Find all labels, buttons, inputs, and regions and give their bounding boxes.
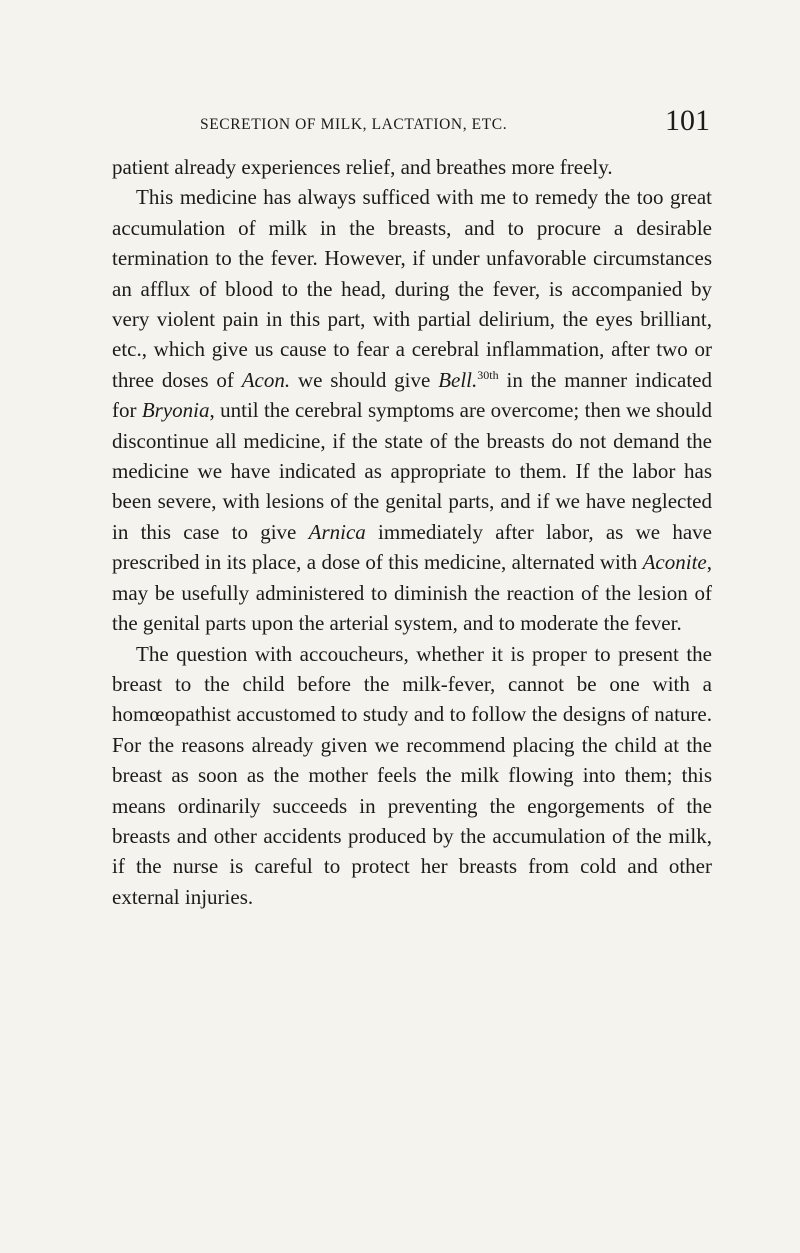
potency-superscript: 30th <box>477 367 499 382</box>
remedy-name: Aconite <box>642 550 707 575</box>
text-run: immediately after labor, as we have prescribed in its place, a dose of this medicine, alternated with <box>112 519 712 575</box>
remedy-name: Acon. <box>241 367 291 392</box>
text-run: patient already experiences relief, and breathes more freely. <box>112 155 613 179</box>
text-run: in the manner indicated for <box>112 367 712 423</box>
text-run: , may be usefully administered to diminish the reaction of the lesion of the genital parts upon the arterial system, and to moderate the fever. <box>112 550 712 636</box>
remedy-name: Arnica <box>308 519 366 544</box>
remedy-name: Bell. <box>438 367 478 392</box>
paragraph-3 <box>112 639 712 913</box>
text-run: The question with accoucheurs, whether it is proper to present the breast to the child before the milk-fever, cannot be one with a homœopathist accustomed to study and to follow the designs of nature. For the reasons already given we recommend placing the child at the breast as soon as the mother feels the milk flowing into them; this means ordinarily succeeds in preventing the engorgements of the breasts and other accidents produced by the accumulation of the milk, if the nurse is careful to protect her breasts from cold and other external injuries. <box>112 641 712 909</box>
text-run: , until the cerebral symptoms are overcome; then we should discontinue all medicine, if the state of the breasts do not demand the medicine we have indicated as appropriate to them. If the labor has been severe, with lesions of the genital parts, and if we have neglected in this case to give <box>112 398 712 544</box>
paragraph-1 <box>112 152 712 182</box>
paragraph-2 <box>112 182 712 638</box>
remedy-name: Bryonia <box>141 398 210 423</box>
body-text <box>112 152 712 912</box>
running-head <box>200 104 710 144</box>
text-run: we should give <box>290 367 439 392</box>
page-number: 101 <box>665 104 710 137</box>
text-run: This medicine has always sufficed with me to remedy the too great accumulation of milk in the breasts, and to procure a desirable termination to the fever. However, if under unfavorable circumstances an afflux of blood to the head, during the fever, is accompanied by very violent pain in this part, with partial delirium, the eyes brilliant, etc., which give us cause to fear a cerebral inflammation, after two or three doses of <box>112 185 712 392</box>
running-title: SECRETION OF MILK, LACTATION, ETC. <box>200 116 508 133</box>
